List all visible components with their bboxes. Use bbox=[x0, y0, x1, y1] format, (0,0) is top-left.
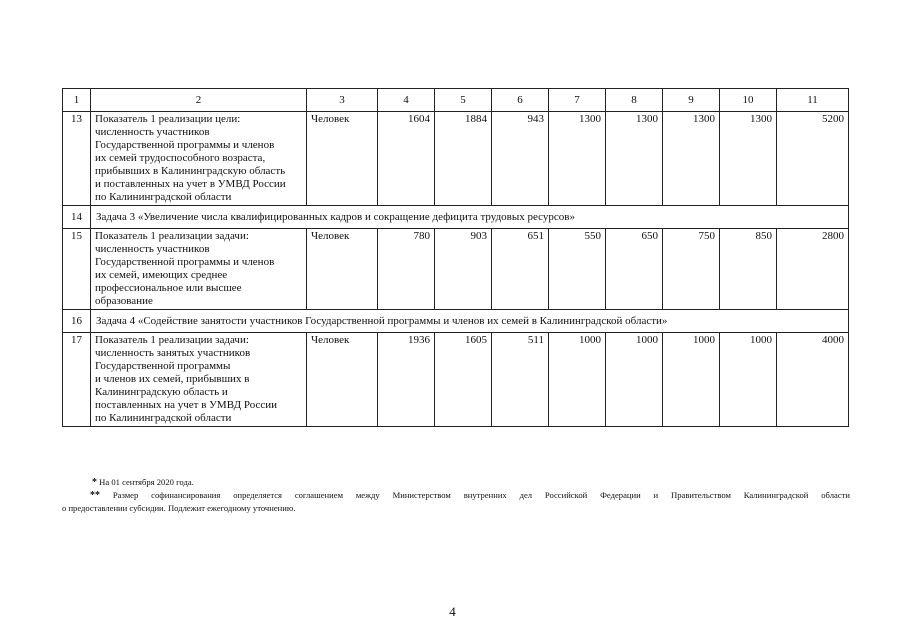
value-cell: 1000 bbox=[663, 333, 720, 427]
value-cell: 651 bbox=[492, 229, 549, 310]
value-cell: 1000 bbox=[606, 333, 663, 427]
header-cell: 4 bbox=[378, 89, 435, 112]
header-cell: 7 bbox=[549, 89, 606, 112]
value-cell: 1000 bbox=[549, 333, 606, 427]
value-cell: 1604 bbox=[378, 112, 435, 206]
indicator-row bbox=[63, 333, 849, 427]
indicator-name: Показатель 1 реализации цели: численность участников Государственной программы и членов их семей трудоспособного возраста, прибывших в Калининградскую область и поставленных на учет в УМВД России по Калининградской области bbox=[91, 112, 307, 206]
header-cell: 5 bbox=[435, 89, 492, 112]
indicator-row bbox=[63, 112, 849, 206]
unit-cell: Человек bbox=[307, 112, 378, 206]
task-title: Задача 4 «Содействие занятости участников Государственной программы и членов их семей в Калининградской области» bbox=[91, 310, 849, 333]
page-number: 4 bbox=[449, 604, 456, 619]
header-cell: 1 bbox=[63, 89, 91, 112]
value-cell: 4000 bbox=[777, 333, 849, 427]
footnote-2 bbox=[62, 489, 850, 502]
row-number: 13 bbox=[63, 112, 91, 206]
row-number: 16 bbox=[63, 310, 91, 333]
table-body bbox=[63, 89, 849, 427]
header-cell: 9 bbox=[663, 89, 720, 112]
footnote-mark: * bbox=[92, 477, 97, 488]
value-cell: 1300 bbox=[549, 112, 606, 206]
value-cell: 903 bbox=[435, 229, 492, 310]
value-cell: 1300 bbox=[720, 112, 777, 206]
value-cell: 750 bbox=[663, 229, 720, 310]
header-cell: 11 bbox=[777, 89, 849, 112]
indicators-table bbox=[62, 88, 849, 427]
header-cell: 8 bbox=[606, 89, 663, 112]
value-cell: 5200 bbox=[777, 112, 849, 206]
value-cell: 943 bbox=[492, 112, 549, 206]
value-cell: 1000 bbox=[720, 333, 777, 427]
row-number: 17 bbox=[63, 333, 91, 427]
unit-cell: Человек bbox=[307, 333, 378, 427]
footnote-text: Размер софинансирования определяется соглашением между Министерством внутренних дел Российской Федерации и Правительством Калининградской области bbox=[112, 490, 850, 500]
footnotes bbox=[62, 476, 850, 514]
task-row bbox=[63, 206, 849, 229]
value-cell: 1300 bbox=[663, 112, 720, 206]
value-cell: 850 bbox=[720, 229, 777, 310]
value-cell: 550 bbox=[549, 229, 606, 310]
value-cell: 1884 bbox=[435, 112, 492, 206]
value-cell: 780 bbox=[378, 229, 435, 310]
row-number: 15 bbox=[63, 229, 91, 310]
header-cell: 2 bbox=[91, 89, 307, 112]
task-row bbox=[63, 310, 849, 333]
header-cell: 3 bbox=[307, 89, 378, 112]
header-cell: 10 bbox=[720, 89, 777, 112]
value-cell: 511 bbox=[492, 333, 549, 427]
footnote-text: На 01 сентября 2020 года. bbox=[99, 477, 194, 487]
indicator-name: Показатель 1 реализации задачи: численность участников Государственной программы и членов их семей, имеющих среднее профессиональное или высшее образование bbox=[91, 229, 307, 310]
value-cell: 2800 bbox=[777, 229, 849, 310]
value-cell: 1936 bbox=[378, 333, 435, 427]
header-row bbox=[63, 89, 849, 112]
row-number: 14 bbox=[63, 206, 91, 229]
indicator-row bbox=[63, 229, 849, 310]
unit-cell: Человек bbox=[307, 229, 378, 310]
value-cell: 1300 bbox=[606, 112, 663, 206]
footnote-mark: ** bbox=[90, 490, 100, 501]
indicator-name: Показатель 1 реализации задачи: численность занятых участников Государственной программы и членов их семей, прибывших в Калининградскую область и поставленных на учет в УМВД России по Калининградской области bbox=[91, 333, 307, 427]
footnote-1 bbox=[62, 476, 850, 489]
header-cell: 6 bbox=[492, 89, 549, 112]
task-title: Задача 3 «Увеличение числа квалифицированных кадров и сокращение дефицита трудовых ресурсов» bbox=[91, 206, 849, 229]
value-cell: 650 bbox=[606, 229, 663, 310]
value-cell: 1605 bbox=[435, 333, 492, 427]
footnote-2-continuation: о предоставлении субсидии. Подлежит ежегодному уточнению. bbox=[62, 503, 296, 513]
